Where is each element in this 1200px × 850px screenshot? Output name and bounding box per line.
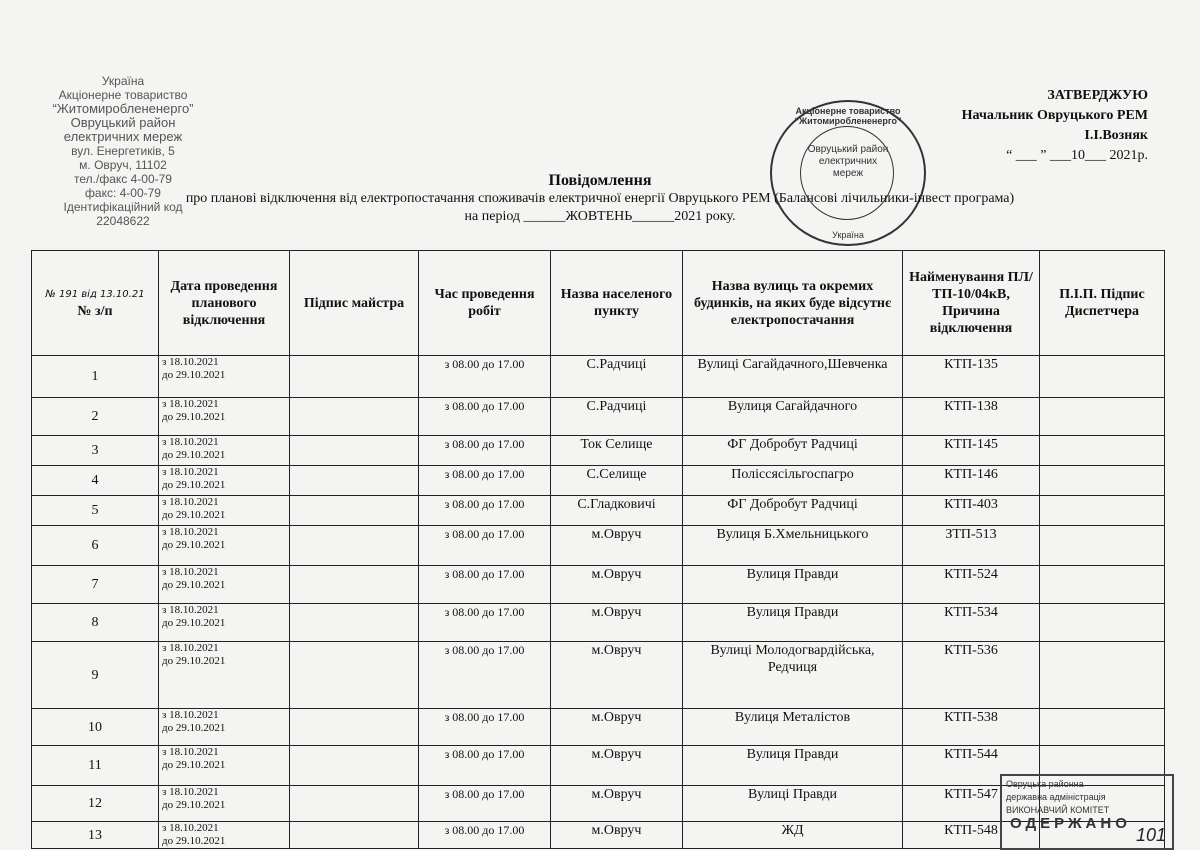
row-date-from: з 18.10.2021 [162, 642, 219, 654]
row-line-name: КТП-524 [903, 566, 1040, 604]
row-number: 2 [32, 398, 159, 436]
row-number: 4 [32, 466, 159, 496]
row-dispatcher [1040, 709, 1165, 746]
received-stamp [1000, 774, 1174, 850]
row-streets: Вулиця Сагайдачного [683, 398, 903, 436]
row-time: з 08.00 до 17.00 [419, 642, 551, 709]
col-header: Назва населеного пункту [551, 251, 683, 356]
row-streets: Вулиці Сагайдачного,Шевченка [683, 356, 903, 398]
table-row [32, 642, 1165, 709]
approval-name: І.І.Возняк [1084, 128, 1148, 143]
row-time: з 08.00 до 17.00 [419, 822, 551, 849]
row-master-signature [290, 496, 419, 526]
row-dispatcher [1040, 566, 1165, 604]
row-date [159, 642, 290, 709]
row-settlement: С.Селище [551, 466, 683, 496]
row-time: з 08.00 до 17.00 [419, 786, 551, 822]
row-streets: Вулиця Правди [683, 604, 903, 642]
row-dispatcher [1040, 642, 1165, 709]
row-date-from: з 18.10.2021 [162, 786, 219, 798]
table-row [32, 746, 1165, 786]
row-date [159, 566, 290, 604]
received-stamp-line: ВИКОНАВЧИЙ КОМІТЕТ [1006, 805, 1110, 815]
approval-block [918, 86, 1148, 166]
col-header: Найменування ПЛ/ТП-10/04кВ, Причина відключення [903, 251, 1040, 356]
row-date-from: з 18.10.2021 [162, 496, 219, 508]
row-date [159, 746, 290, 786]
row-time: з 08.00 до 17.00 [419, 604, 551, 642]
table-row [32, 398, 1165, 436]
row-line-name: КТП-547 [903, 786, 1040, 822]
row-line-name: КТП-534 [903, 604, 1040, 642]
row-dispatcher [1040, 526, 1165, 566]
row-date-to: до 29.10.2021 [162, 617, 226, 629]
col-header: Назва вулиць та окремих будинків, на яких буде відсутнє електропостачання [683, 251, 903, 356]
row-date-to: до 29.10.2021 [162, 411, 226, 423]
table-row [32, 356, 1165, 398]
row-date-to: до 29.10.2021 [162, 449, 226, 461]
row-time: з 08.00 до 17.00 [419, 709, 551, 746]
table-row [32, 786, 1165, 822]
row-line-name: КТП-538 [903, 709, 1040, 746]
approval-position: Начальник Овруцького РЕМ [961, 108, 1148, 123]
row-number: 11 [32, 746, 159, 786]
row-date-from: з 18.10.2021 [162, 526, 219, 538]
row-dispatcher [1040, 398, 1165, 436]
table-row [32, 566, 1165, 604]
row-date-from: з 18.10.2021 [162, 466, 219, 478]
row-date [159, 356, 290, 398]
row-time: з 08.00 до 17.00 [419, 466, 551, 496]
row-date [159, 436, 290, 466]
row-date-from: з 18.10.2021 [162, 746, 219, 758]
row-streets: ЖД [683, 822, 903, 849]
row-date [159, 604, 290, 642]
row-dispatcher [1040, 604, 1165, 642]
row-line-name: КТП-145 [903, 436, 1040, 466]
row-master-signature [290, 642, 419, 709]
table-header-row [32, 251, 1165, 356]
col-header: Підпис майстра [290, 251, 419, 356]
row-streets: Поліссясільгоспагро [683, 466, 903, 496]
row-settlement: С.Радчиці [551, 398, 683, 436]
sender-line: Ідентифікаційний код [63, 200, 183, 214]
row-number: 5 [32, 496, 159, 526]
subtitle-line: про планові відключення від електропостачання споживачів електричної енергії Овруцького РЕМ (Балансові лічильники-інвест програма) [185, 191, 1015, 206]
sender-line: тел./факс 4-00-79 [74, 172, 172, 186]
row-time: з 08.00 до 17.00 [419, 398, 551, 436]
row-line-name: КТП-536 [903, 642, 1040, 709]
received-stamp-word: ОДЕРЖАНО [1010, 815, 1131, 832]
sender-line: факс: 4-00-79 [85, 186, 161, 200]
row-master-signature [290, 786, 419, 822]
row-streets: Вулиця Металістов [683, 709, 903, 746]
row-master-signature [290, 822, 419, 849]
row-settlement: м.Овруч [551, 526, 683, 566]
row-line-name: КТП-146 [903, 466, 1040, 496]
row-streets: Вулиця Правди [683, 746, 903, 786]
row-date-from: з 18.10.2021 [162, 709, 219, 721]
col-header: Дата проведення планового відключення [159, 251, 290, 356]
table-row [32, 466, 1165, 496]
row-date-from: з 18.10.2021 [162, 398, 219, 410]
row-date-to: до 29.10.2021 [162, 539, 226, 551]
sender-line: “Житомироблененерго” [52, 101, 194, 116]
sender-line: Акціонерне товариство [58, 88, 188, 102]
row-settlement: м.Овруч [551, 822, 683, 849]
sender-line: Україна [101, 74, 145, 88]
row-number: 6 [32, 526, 159, 566]
row-date [159, 822, 290, 849]
row-number: 13 [32, 822, 159, 849]
document-subtitle [0, 190, 1200, 226]
row-master-signature [290, 709, 419, 746]
row-date-to: до 29.10.2021 [162, 579, 226, 591]
table-row [32, 526, 1165, 566]
seal-center-text: Овруцький район електричних мереж [807, 144, 889, 179]
row-number: 3 [32, 436, 159, 466]
row-date [159, 466, 290, 496]
row-number: 9 [32, 642, 159, 709]
row-master-signature [290, 604, 419, 642]
row-dispatcher [1040, 436, 1165, 466]
row-master-signature [290, 398, 419, 436]
sender-line: м. Овруч, 11102 [79, 158, 167, 172]
row-settlement: С.Радчиці [551, 356, 683, 398]
row-date-to: до 29.10.2021 [162, 369, 226, 381]
row-date-from: з 18.10.2021 [162, 822, 219, 834]
row-line-name: ЗТП-513 [903, 526, 1040, 566]
row-number: 10 [32, 709, 159, 746]
table-row [32, 604, 1165, 642]
row-line-name: КТП-138 [903, 398, 1040, 436]
row-time: з 08.00 до 17.00 [419, 526, 551, 566]
row-line-name: КТП-403 [903, 496, 1040, 526]
approval-date: “ ___ ” ___10___ 2021р. [1006, 148, 1148, 163]
sender-line: 22048622 [96, 214, 150, 228]
row-time: з 08.00 до 17.00 [419, 496, 551, 526]
row-number: 7 [32, 566, 159, 604]
outage-table [31, 250, 1165, 849]
row-streets: Вулиці Молодогвардійська, Редчиця [683, 642, 903, 709]
row-dispatcher [1040, 356, 1165, 398]
col-header [32, 251, 159, 356]
row-number: 12 [32, 786, 159, 822]
row-date [159, 786, 290, 822]
row-date-to: до 29.10.2021 [162, 835, 226, 847]
row-line-name: КТП-548 [903, 822, 1040, 849]
row-time: з 08.00 до 17.00 [419, 566, 551, 604]
row-date [159, 709, 290, 746]
row-master-signature [290, 566, 419, 604]
row-date [159, 398, 290, 436]
row-date-from: з 18.10.2021 [162, 566, 219, 578]
row-date [159, 526, 290, 566]
sender-line: електричних мереж [63, 129, 183, 144]
row-date-from: з 18.10.2021 [162, 356, 219, 368]
row-master-signature [290, 746, 419, 786]
row-settlement: м.Овруч [551, 566, 683, 604]
seal-ring-text: Акціонерне товариство “Житомироблененерго” [794, 106, 902, 126]
row-settlement: С.Гладковичі [551, 496, 683, 526]
table-row [32, 496, 1165, 526]
row-dispatcher [1040, 496, 1165, 526]
row-time: з 08.00 до 17.00 [419, 746, 551, 786]
row-master-signature [290, 466, 419, 496]
col-header: П.І.П. Підпис Диспетчера [1040, 251, 1165, 356]
row-number: 8 [32, 604, 159, 642]
row-date-from: з 18.10.2021 [162, 604, 219, 616]
col-header-label: № з/п [77, 304, 113, 319]
row-date-to: до 29.10.2021 [162, 479, 226, 491]
row-dispatcher [1040, 466, 1165, 496]
row-line-name: КТП-544 [903, 746, 1040, 786]
received-stamp-line: державна адміністрація [1006, 792, 1106, 802]
row-settlement: м.Овруч [551, 709, 683, 746]
document-title: Повідомлення [548, 172, 652, 189]
row-master-signature [290, 356, 419, 398]
row-master-signature [290, 526, 419, 566]
row-streets: ФГ Добробут Радчиці [683, 436, 903, 466]
row-date-to: до 29.10.2021 [162, 799, 226, 811]
row-settlement: м.Овруч [551, 604, 683, 642]
row-line-name: КТП-135 [903, 356, 1040, 398]
approval-title: ЗАТВЕРДЖУЮ [1047, 88, 1148, 103]
row-settlement: м.Овруч [551, 746, 683, 786]
row-settlement: Ток Селище [551, 436, 683, 466]
row-streets: Вулиці Правди [683, 786, 903, 822]
row-time: з 08.00 до 17.00 [419, 356, 551, 398]
row-date-to: до 29.10.2021 [162, 655, 226, 667]
handwritten-registration: № 191 від 13.10.21 [45, 289, 145, 300]
row-date-from: з 18.10.2021 [162, 436, 219, 448]
row-date-to: до 29.10.2021 [162, 509, 226, 521]
row-streets: Вулиця Б.Хмельницького [683, 526, 903, 566]
row-streets: ФГ Добробут Радчиці [683, 496, 903, 526]
row-date-to: до 29.10.2021 [162, 722, 226, 734]
sender-line: вул. Енергетиків, 5 [71, 144, 175, 158]
table-row [32, 709, 1165, 746]
received-stamp-line: Овруцька районна [1006, 779, 1084, 789]
col-header: Час проведення робіт [419, 251, 551, 356]
subtitle-period: на період ______ЖОВТЕНЬ______2021 року. [464, 209, 736, 224]
row-settlement: м.Овруч [551, 786, 683, 822]
row-date [159, 496, 290, 526]
received-stamp-number: 101 [1135, 825, 1166, 845]
table-row [32, 436, 1165, 466]
row-streets: Вулиця Правди [683, 566, 903, 604]
table-row [32, 822, 1165, 849]
row-date-to: до 29.10.2021 [162, 759, 226, 771]
row-master-signature [290, 436, 419, 466]
sender-line: Овруцький район [70, 115, 176, 130]
row-number: 1 [32, 356, 159, 398]
row-time: з 08.00 до 17.00 [419, 436, 551, 466]
seal-bottom-text: Україна [832, 230, 864, 240]
row-settlement: м.Овруч [551, 642, 683, 709]
